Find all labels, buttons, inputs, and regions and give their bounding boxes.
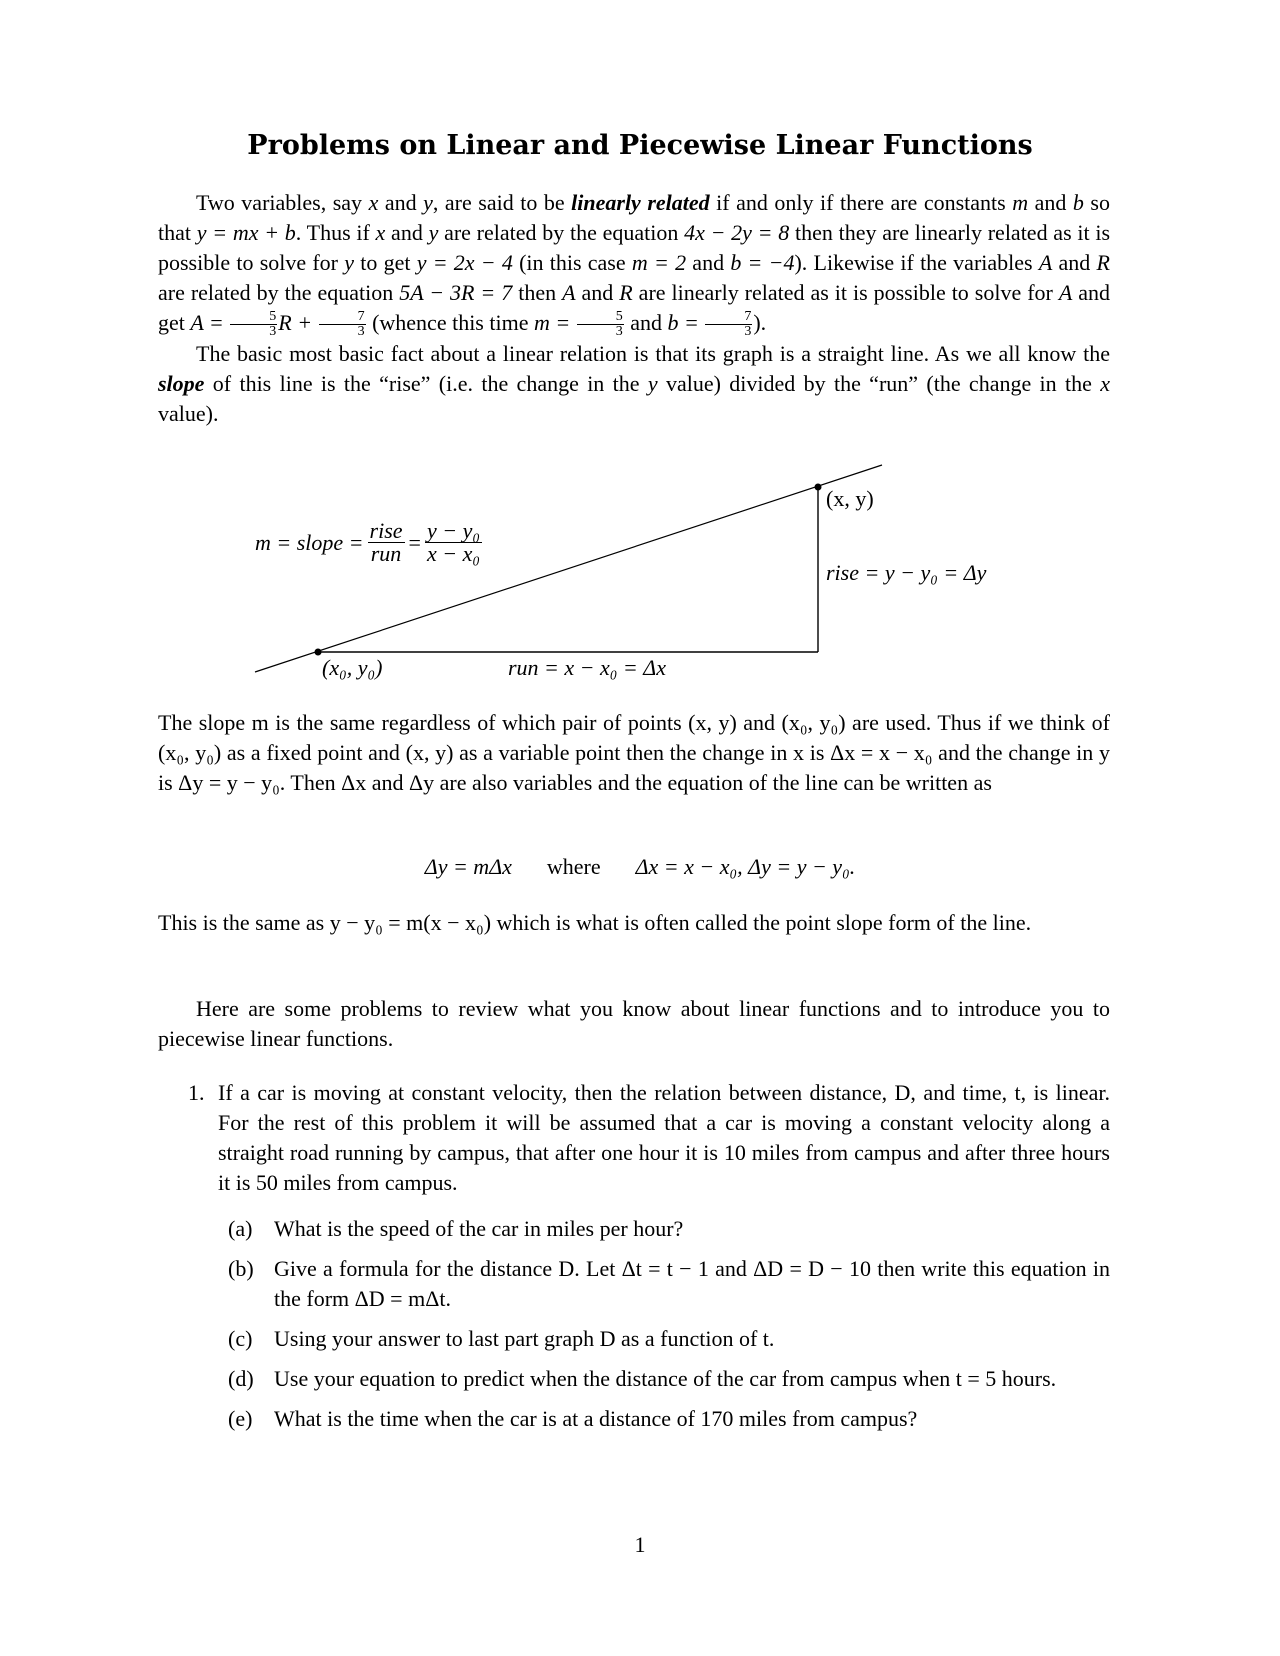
- difference-quotient: $\frac{\text{y − y₀}}{\text{x − x₀}}$: [426, 518, 480, 566]
- problem-list: [158, 1078, 1110, 1434]
- fraction-7-3-b: $\frac{7}{3}$: [705, 310, 752, 339]
- intro-paragraph-2: The basic most basic fact about a linear relation is that its graph is a straight line. As we all know the slope of this line is the “rise” (i.e. the change in the y value) divided by the “run” (the change in the x value).: [158, 341, 1110, 427]
- page-title: Problems on Linear and Piecewise Linear Functions: [247, 130, 1033, 161]
- problem-1a: (a) What is the speed of the car in miles per hour?: [228, 1216, 684, 1241]
- point-x0y0-dot: [315, 649, 322, 656]
- display-equation: Δy = mΔx where Δx = x − x₀, Δy = y − y₀.: [424, 854, 856, 879]
- slope-formula: m = slope = $\frac{\text{rise}}{\text{run}}$ = $\frac{\text{y − y₀}}{\text{x − x₀}}$: [255, 518, 480, 566]
- sloped-line: [255, 465, 882, 672]
- problem-1c: (c) Using your answer to last part graph D as a function of t.: [228, 1326, 775, 1351]
- term-slope: slope: [158, 371, 205, 397]
- problem-number: 1.: [188, 1080, 205, 1105]
- problem-text: If a car is moving at constant velocity, then the relation between distance, D, and time, t, is linear. For the rest of this problem it will be assumed that a car is moving a constant velocity along a straight road running by campus, that after one hour it is 10 miles from campus and after three hours it is 50 miles from campus.: [218, 1080, 1110, 1195]
- point-x0y0-label: (x₀, y₀): [322, 655, 383, 680]
- fraction-7-3: $\frac{7}{3}$: [319, 310, 366, 339]
- fraction-5-3: $\frac{5}{3}$: [230, 310, 277, 339]
- problem-1b: (b) Give a formula for the distance D. Let Δt = t − 1 and ΔD = D − 10 then write this equation in the form ΔD = mΔt.: [228, 1256, 1110, 1311]
- problems-intro-paragraph: Here are some problems to review what you know about linear functions and to introduce you to piecewise linear functions.: [158, 996, 1110, 1051]
- fraction-5-3-b: $\frac{5}{3}$: [577, 310, 624, 339]
- problem-1: [158, 1078, 1110, 1198]
- point-slope-paragraph: This is the same as y − y₀ = m(x − x₀) which is what is often called the point slope form of the line.: [158, 910, 1032, 935]
- point-xy-dot: [815, 484, 822, 491]
- point-xy-label: (x, y): [826, 486, 874, 511]
- rise-over-run: $\frac{\text{rise}}{\text{run}}$: [369, 518, 403, 566]
- slope-explanation-paragraph: The slope m is the same regardless of which pair of points (x, y) and (x₀, y₀) are used. Thus if we think of (x₀, y₀) as a fixed point and (x, y) as a variable point then the change in x is Δx = x − x₀ and the change in y is Δy = y − y₀. Then Δx and Δy are also variables and the equation of the line can be written as: [158, 710, 1110, 795]
- problem-1d: (d) Use your equation to predict when the distance of the car from campus when t = 5 hours.: [228, 1366, 1057, 1391]
- run-label: run = x − x₀ = Δx: [508, 655, 666, 680]
- problem-1e: (e) What is the time when the car is at a distance of 170 miles from campus?: [228, 1406, 918, 1431]
- intro-paragraph-1: Two variables, say x and y, are said to be linearly related if and only if there are constants m and b so that y = mx + b. Thus if x and y are related by the equation 4x − 2y = 8 then they are linearly related as it is possible to solve for y to get y = 2x − 4 (in this case m = 2 and b = −4). Likewise if the variables A and R are related by the equation 5A − 3R = 7 then A and R are linearly related as it is possible to solve for A and get A = $\frac{5}{3}$ R + $\frac{7}{3}$ (whence this time m = $\frac{5}{3}$ and b = $\frac{7}{3}$ ). The basic most basic fact about a linear relation is that its graph is a straight line. As we all know the slope of this line is the “rise” (i.e. the change in the y value) divided by the “run” (the change in the x value).: [158, 188, 1110, 429]
- rise-label: rise = y − y₀ = Δy: [826, 560, 987, 585]
- term-linearly-related: linearly related: [571, 190, 710, 215]
- page-number: 1: [634, 1532, 646, 1557]
